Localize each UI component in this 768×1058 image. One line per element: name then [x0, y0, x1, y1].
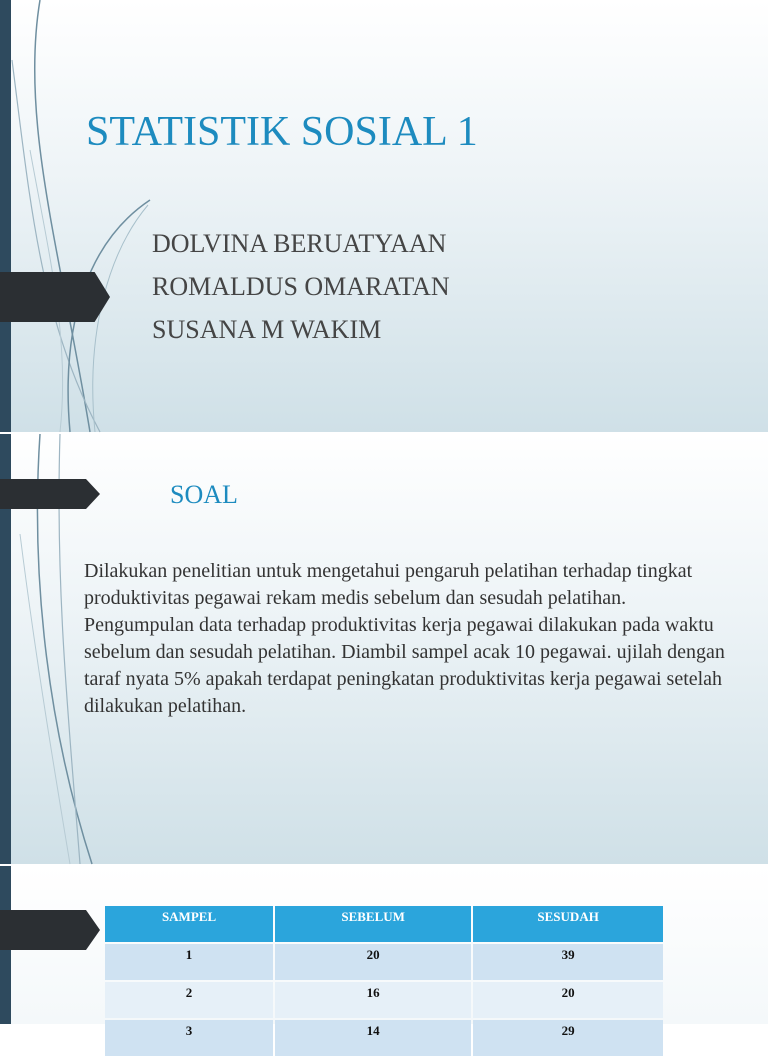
column-header: SAMPEL — [105, 906, 273, 942]
problem-text: Dilakukan penelitian untuk mengetahui pengaruh pelatihan terhadap tingkat produktivitas pegawai rekam medis sebelum dan sesudah pelatihan. Pengumpulan data terhadap produktivitas kerja pegawai dilakukan pada waktu sebelum dan sesudah pelatihan. Diambil sampel acak 10 pegawai. ujilah dengan taraf nyata 5% apakah terdapat peningkatan produktivitas kerja pegawai setelah dilakukan pelatihan. — [84, 560, 725, 717]
table-cell: 1 — [105, 944, 273, 980]
table-cell: 39 — [473, 944, 663, 980]
table-cell: 29 — [473, 1020, 663, 1056]
arrow-marker — [0, 272, 110, 322]
presentation-title: STATISTIK SOSIAL 1 — [86, 109, 478, 155]
author-list — [152, 222, 450, 351]
table-cell: 16 — [275, 982, 471, 1018]
table-cell: 3 — [105, 1020, 273, 1056]
author-name: DOLVINA BERUATYAAN — [152, 229, 447, 258]
title-slide — [0, 0, 768, 432]
arrow-marker — [0, 479, 100, 509]
table-cell: 14 — [275, 1020, 471, 1056]
table-row — [105, 982, 663, 1018]
data-table-slide — [0, 866, 768, 1038]
column-header: SEBELUM — [275, 906, 471, 942]
table-row — [105, 944, 663, 980]
author-name: ROMALDUS OMARATAN — [152, 272, 450, 301]
column-header: SESUDAH — [473, 906, 663, 942]
data-table — [103, 904, 665, 1058]
section-heading: SOAL — [170, 480, 238, 509]
problem-slide — [0, 434, 768, 864]
table-cell: 20 — [473, 982, 663, 1018]
arrow-marker — [0, 910, 100, 950]
table-header-row — [105, 906, 663, 942]
table-cell: 20 — [275, 944, 471, 980]
decorative-swirl — [0, 0, 200, 432]
author-name: SUSANA M WAKIM — [152, 315, 382, 344]
table-cell: 2 — [105, 982, 273, 1018]
table-row — [105, 1020, 663, 1056]
